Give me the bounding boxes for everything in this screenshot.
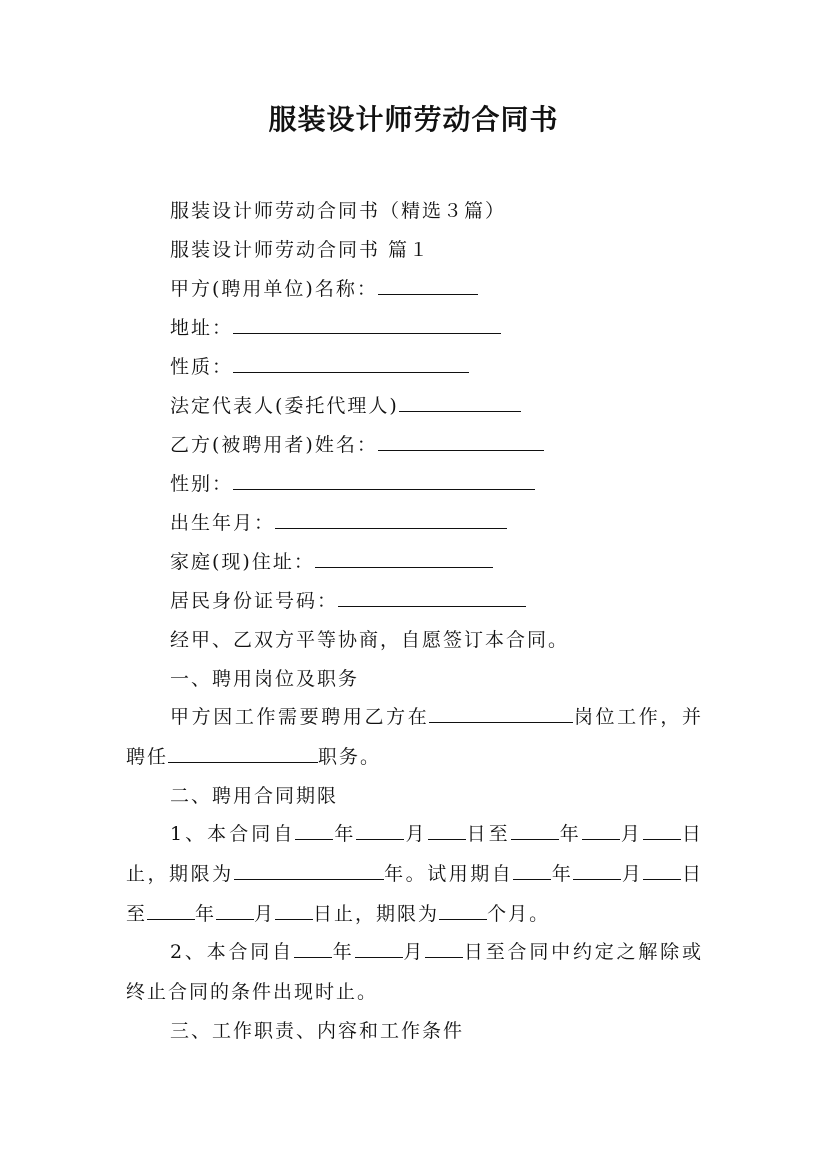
probation-start-day-blank <box>643 878 681 880</box>
para2-text-h: 年。试用期自 <box>383 863 514 885</box>
home-address-label: 家庭(现)住址： <box>170 551 315 573</box>
party-b-name-blank <box>378 449 544 451</box>
address-label: 地址： <box>170 317 234 339</box>
para1-text-b: 岗位工作，并聘任 <box>126 706 703 768</box>
home-address-line <box>170 549 493 575</box>
address-blank <box>233 332 501 334</box>
end-year-blank <box>511 838 559 840</box>
nature-blank <box>233 371 469 373</box>
para2-text-f: 月 <box>619 823 643 845</box>
nature-label: 性质： <box>170 356 234 378</box>
birth-label: 出生年月： <box>170 512 276 534</box>
position-blank <box>429 721 573 723</box>
legal-rep-label: 法定代表人(委托代理人) <box>170 395 399 417</box>
para2-text-a: 1、本合同自 <box>170 823 296 845</box>
birth-line <box>170 510 507 536</box>
start-year-blank <box>295 838 333 840</box>
gender-line <box>170 471 535 497</box>
para2-text-o: 个月。 <box>487 903 551 925</box>
id-number-line <box>170 588 526 614</box>
section-3-heading <box>170 1018 464 1044</box>
para2-text-l: 年 <box>195 903 217 925</box>
section-2-text: 二、聘用合同期限 <box>170 785 339 807</box>
open-start-year-blank <box>294 956 332 958</box>
probation-end-year-blank <box>147 918 195 920</box>
probation-months-blank <box>439 918 487 920</box>
para3-text-c: 月 <box>402 941 426 963</box>
paragraph-position <box>126 697 703 777</box>
id-number-blank <box>338 605 526 607</box>
agreement-line <box>170 627 569 653</box>
party-b-name-label: 乙方(被聘用者)姓名： <box>170 434 378 456</box>
start-month-blank <box>356 838 404 840</box>
para2-text-d: 日至 <box>465 823 511 845</box>
start-day-blank <box>428 838 466 840</box>
end-month-blank <box>582 838 620 840</box>
legal-rep-line <box>170 393 521 419</box>
para3-text-d: 日至合同中约定之解除或终止合同的条件出现时止。 <box>126 941 703 1003</box>
section-1-text: 一、聘用岗位及职务 <box>170 668 360 690</box>
para2-text-e: 年 <box>558 823 582 845</box>
para1-text-a: 甲方因工作需要聘用乙方在 <box>170 706 430 728</box>
gender-blank <box>233 488 535 490</box>
end-day-blank <box>643 838 681 840</box>
probation-end-month-blank <box>216 918 254 920</box>
subtitle-text: 服装设计师劳动合同书（精选３篇） <box>170 200 507 222</box>
probation-start-year-blank <box>513 878 551 880</box>
part-heading-text: 服装设计师劳动合同书 篇１ <box>170 239 431 261</box>
home-address-blank <box>315 566 493 568</box>
subtitle-line <box>170 198 506 224</box>
para2-text-b: 年 <box>333 823 357 845</box>
para3-text-b: 年 <box>331 941 355 963</box>
nature-line <box>170 354 469 380</box>
probation-start-month-blank <box>573 878 621 880</box>
section-3-text: 三、工作职责、内容和工作条件 <box>170 1020 465 1042</box>
para2-text-n: 日止，期限为 <box>313 903 440 925</box>
gender-label: 性别： <box>170 473 234 495</box>
para2-text-k: 日至 <box>126 863 703 925</box>
party-a-name-line <box>170 276 478 302</box>
legal-rep-blank <box>399 410 521 412</box>
agreement-text: 经甲、乙双方平等协商，自愿签订本合同。 <box>170 629 570 651</box>
birth-blank <box>275 527 507 529</box>
term-years-blank <box>234 878 384 880</box>
title-blank <box>168 761 318 763</box>
address-line <box>170 315 501 341</box>
para2-text-m: 月 <box>254 903 276 925</box>
party-a-name-label: 甲方(聘用单位)名称： <box>170 278 378 300</box>
part-heading <box>170 237 430 263</box>
party-a-name-blank <box>378 293 478 295</box>
section-1-heading <box>170 666 359 692</box>
id-number-label: 居民身份证号码： <box>170 590 339 612</box>
para2-text-c: 月 <box>404 823 428 845</box>
party-b-name-line <box>170 432 544 458</box>
probation-end-day-blank <box>275 918 313 920</box>
para1-text-c: 职务。 <box>318 746 382 768</box>
paragraph-term <box>126 814 703 934</box>
paragraph-open-term <box>126 932 703 1012</box>
para2-text-g: 日止，期限为 <box>126 823 703 885</box>
para2-text-j: 月 <box>621 863 644 885</box>
para2-text-i: 年 <box>551 863 574 885</box>
open-start-day-blank <box>425 956 463 958</box>
document-title: 服装设计师劳动合同书 <box>268 103 559 136</box>
open-start-month-blank <box>355 956 403 958</box>
section-2-heading <box>170 783 338 809</box>
para3-text-a: 2、本合同自 <box>170 941 294 963</box>
